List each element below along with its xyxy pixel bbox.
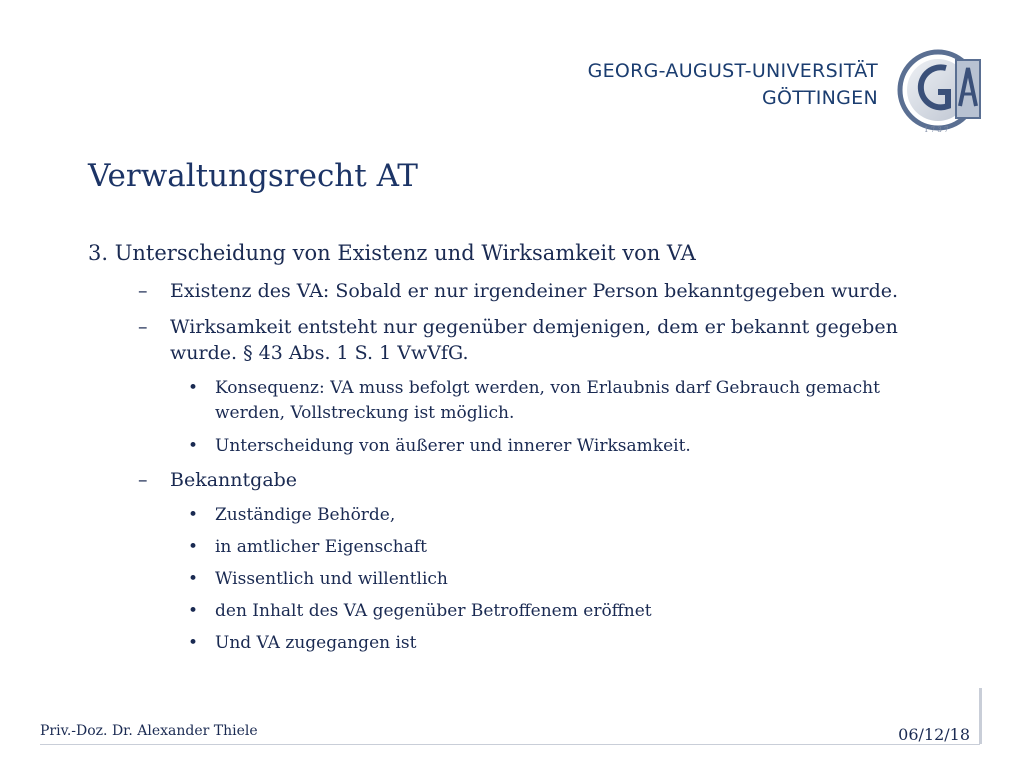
dash-marker: – bbox=[138, 469, 148, 491]
side-divider bbox=[979, 688, 982, 744]
list-item bbox=[88, 278, 940, 304]
list-item bbox=[88, 314, 940, 366]
bullet-marker: • bbox=[188, 436, 199, 456]
list-item bbox=[88, 467, 940, 493]
svg-text:1 7 3 7: 1 7 3 7 bbox=[924, 126, 949, 134]
slide-content bbox=[88, 238, 948, 663]
bullet-marker: • bbox=[188, 505, 199, 525]
sub-list-item bbox=[88, 567, 935, 592]
dash-marker: – bbox=[138, 280, 148, 302]
slide-title: Verwaltungsrecht AT bbox=[88, 158, 418, 194]
bullet-marker: • bbox=[188, 537, 199, 557]
university-name-line1: GEORG-AUGUST-UNIVERSITÄT bbox=[587, 60, 878, 82]
sub-list-item-text: Konsequenz: VA muss befolgt werden, von Erlaubnis darf Gebrauch gemacht werden, Vollstreckung ist möglich. bbox=[215, 378, 880, 423]
list-item-text: Existenz des VA: Sobald er nur irgendeiner Person bekanntgegeben wurde. bbox=[170, 280, 899, 302]
footer-date: 06/12/18 bbox=[898, 725, 970, 744]
sub-list-item-text: Zuständige Behörde, bbox=[215, 505, 396, 525]
university-name-line2: GÖTTINGEN bbox=[761, 87, 878, 109]
sub-list-item bbox=[88, 376, 935, 426]
sub-list-item bbox=[88, 434, 935, 459]
bullet-marker: • bbox=[188, 601, 199, 621]
footer-author: Priv.-Doz. Dr. Alexander Thiele bbox=[40, 723, 258, 739]
sub-list-item-text: den Inhalt des VA gegenüber Betroffenem eröffnet bbox=[215, 601, 652, 621]
sub-list-item-text: Wissentlich und willentlich bbox=[215, 569, 448, 589]
university-seal-icon bbox=[894, 46, 990, 136]
sub-list-item bbox=[88, 503, 935, 528]
list-item-text: Bekanntgabe bbox=[170, 469, 298, 491]
sub-list-item-text: in amtlicher Eigenschaft bbox=[215, 537, 428, 557]
bullet-marker: • bbox=[188, 569, 199, 589]
bullet-marker: • bbox=[188, 378, 199, 398]
list-item-text: Wirksamkeit entsteht nur gegenüber demjenigen, dem er bekannt gegeben wurde. § 43 Abs. 1 S. 1 VwVfG. bbox=[170, 316, 898, 364]
sub-list-item bbox=[88, 599, 935, 624]
sub-list-item bbox=[88, 535, 935, 560]
footer-divider bbox=[40, 744, 980, 745]
sub-list-item-text: Und VA zugegangen ist bbox=[215, 633, 417, 653]
bullet-marker: • bbox=[188, 633, 199, 653]
sub-list-item-text: Unterscheidung von äußerer und innerer Wirksamkeit. bbox=[215, 436, 691, 456]
dash-marker: – bbox=[138, 316, 148, 338]
sub-list-item bbox=[88, 631, 935, 656]
section-heading: 3. Unterscheidung von Existenz und Wirksamkeit von VA bbox=[88, 241, 696, 265]
